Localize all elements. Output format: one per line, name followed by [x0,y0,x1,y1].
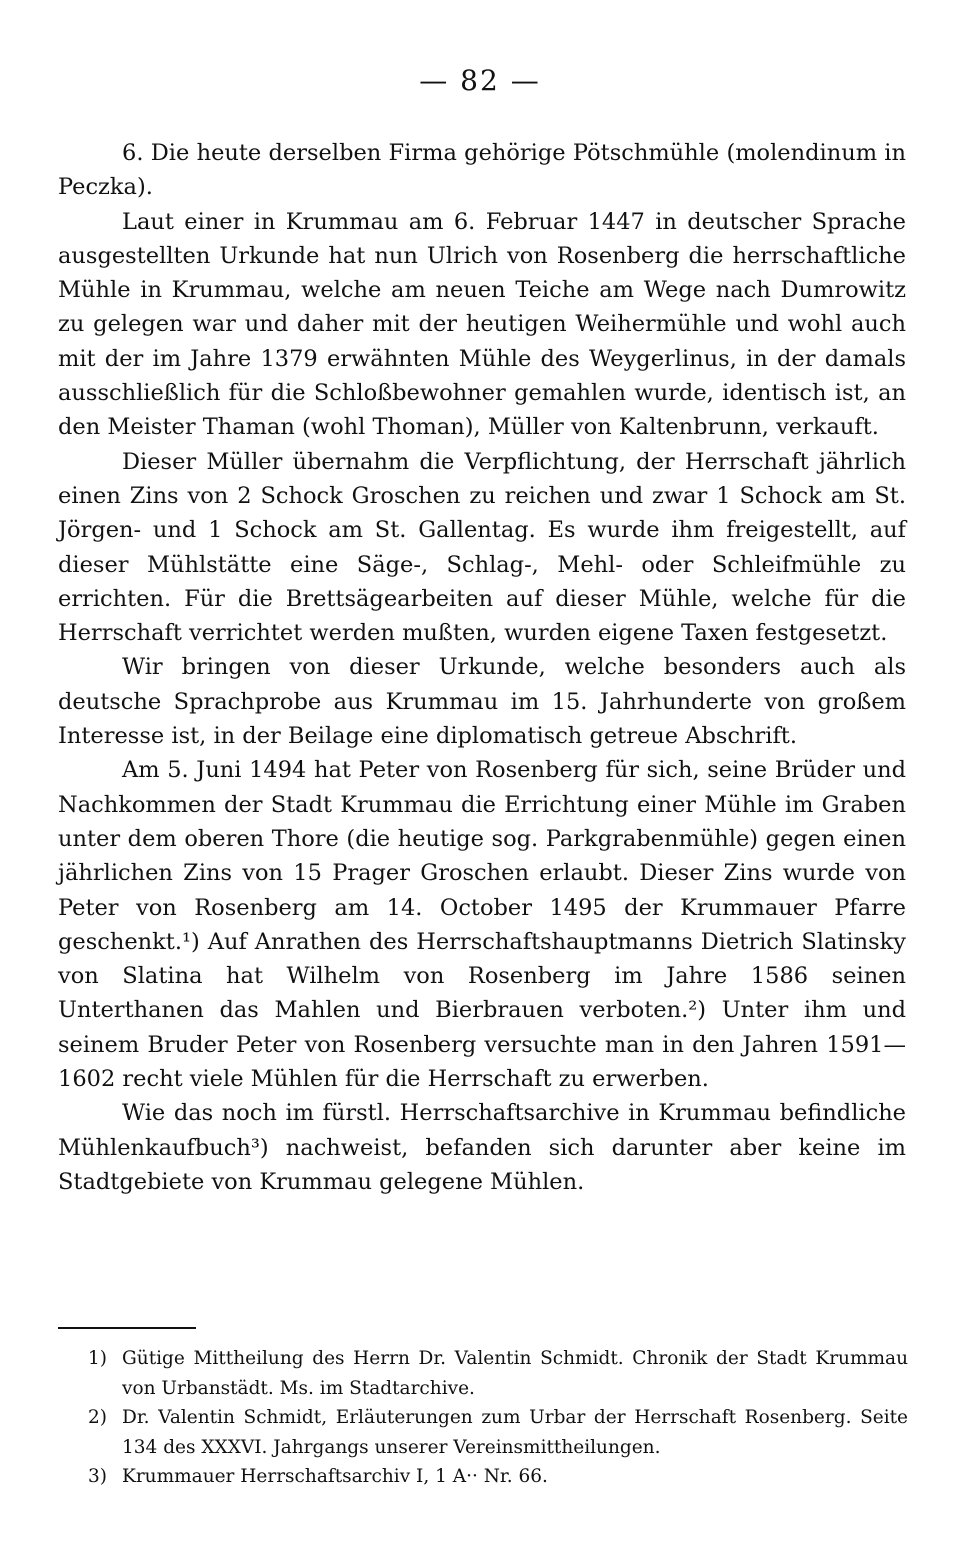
footnote [88,1403,908,1462]
footnote-number: 2) [88,1407,107,1428]
footnotes [88,1344,908,1492]
paragraph: Wie das noch im fürstl. Herrschaftsarchive in Krummau befindliche Mühlenkaufbuch³) nachweist, befanden sich darunter aber keine im Stadtgebiete von Krummau gelegene Mühlen. [58,1100,906,1195]
footnote-divider [58,1327,196,1329]
footnote-text: Gütige Mittheilung des Herrn Dr. Valentin Schmidt. Chronik der Stadt Krummau von Urbanstädt. Ms. im Stadtarchive. [122,1348,908,1399]
paragraph: Am 5. Juni 1494 hat Peter von Rosenberg für sich, seine Brüder und Nachkommen der Stadt Krummau die Errichtung einer Mühle im Graben unter dem oberen Thore (die heutige sog. Parkgrabenmühle) gegen einen jährlichen Zins von 15 Prager Groschen erlaubt. Dieser Zins wurde von Peter von Rosenberg am 14. October 1495 der Krummauer Pfarre geschenkt.¹) Auf Anrathen des Herrschaftshauptmanns Dietrich Slatinsky von Slatina hat Wilhelm von Rosenberg im Jahre 1586 seinen Unterthanen das Mahlen und Bierbrauen verboten.²) Unter ihm und seinem Bruder Peter von Rosenberg versuchte man in den Jahren 1591—1602 recht viele Mühlen für die Herrschaft zu erwerben. [58,757,906,1093]
paragraph: 6. Die heute derselben Firma gehörige Pötschmühle (molendinum in Peczka). [58,140,906,201]
footnote-number: 3) [88,1466,107,1487]
paragraph: Dieser Müller übernahm die Verpflichtung, der Herrschaft jährlich einen Zins von 2 Schock Groschen zu reichen und zwar 1 Schock am St. Jörgen- und 1 Schock am St. Gallentag. Es wurde ihm freigestellt, auf dieser Mühlstätte eine Säge-, Schlag-, Mehl- oder Schleifmühle zu errichten. Für die Brettsägearbeiten auf dieser Mühle, welche für die Herrschaft verrichtet werden mußten, wurden eigene Taxen festgesetzt. [58,448,906,647]
footnote [88,1462,908,1492]
footnote-text: Dr. Valentin Schmidt, Erläuterungen zum Urbar der Herrschaft Rosenberg. Seite 134 des XXXVI. Jahrgangs unserer Vereinsmittheilungen. [122,1407,908,1458]
paragraph: Wir bringen von dieser Urkunde, welche besonders auch als deutsche Sprachprobe aus Krummau im 15. Jahrhunderte von großem Interesse ist, in der Beilage eine diplomatisch getreue Abschrift. [58,654,906,750]
body-text [58,136,906,1199]
paragraph: Laut einer in Krummau am 6. Februar 1447 in deutscher Sprache ausgestellten Urkunde hat nun Ulrich von Rosenberg die herrschaftliche Mühle in Krummau, welche am neuen Teiche am Wege nach Dumrowitz zu gelegen war und daher mit der heutigen Weihermühle und wohl auch mit der im Jahre 1379 erwähnten Mühle des Weygerlinus, in der damals ausschließlich für die Schloßbewohner gemahlen wurde, identisch ist, an den Meister Thaman (wohl Thoman), Müller von Kaltenbrunn, verkauft. [58,208,906,441]
footnote-text: Krummauer Herrschaftsarchiv I, 1 A·· Nr. 66. [122,1466,548,1487]
footnote [88,1344,908,1403]
page-number: — 82 — [419,64,541,97]
footnote-number: 1) [88,1348,107,1369]
